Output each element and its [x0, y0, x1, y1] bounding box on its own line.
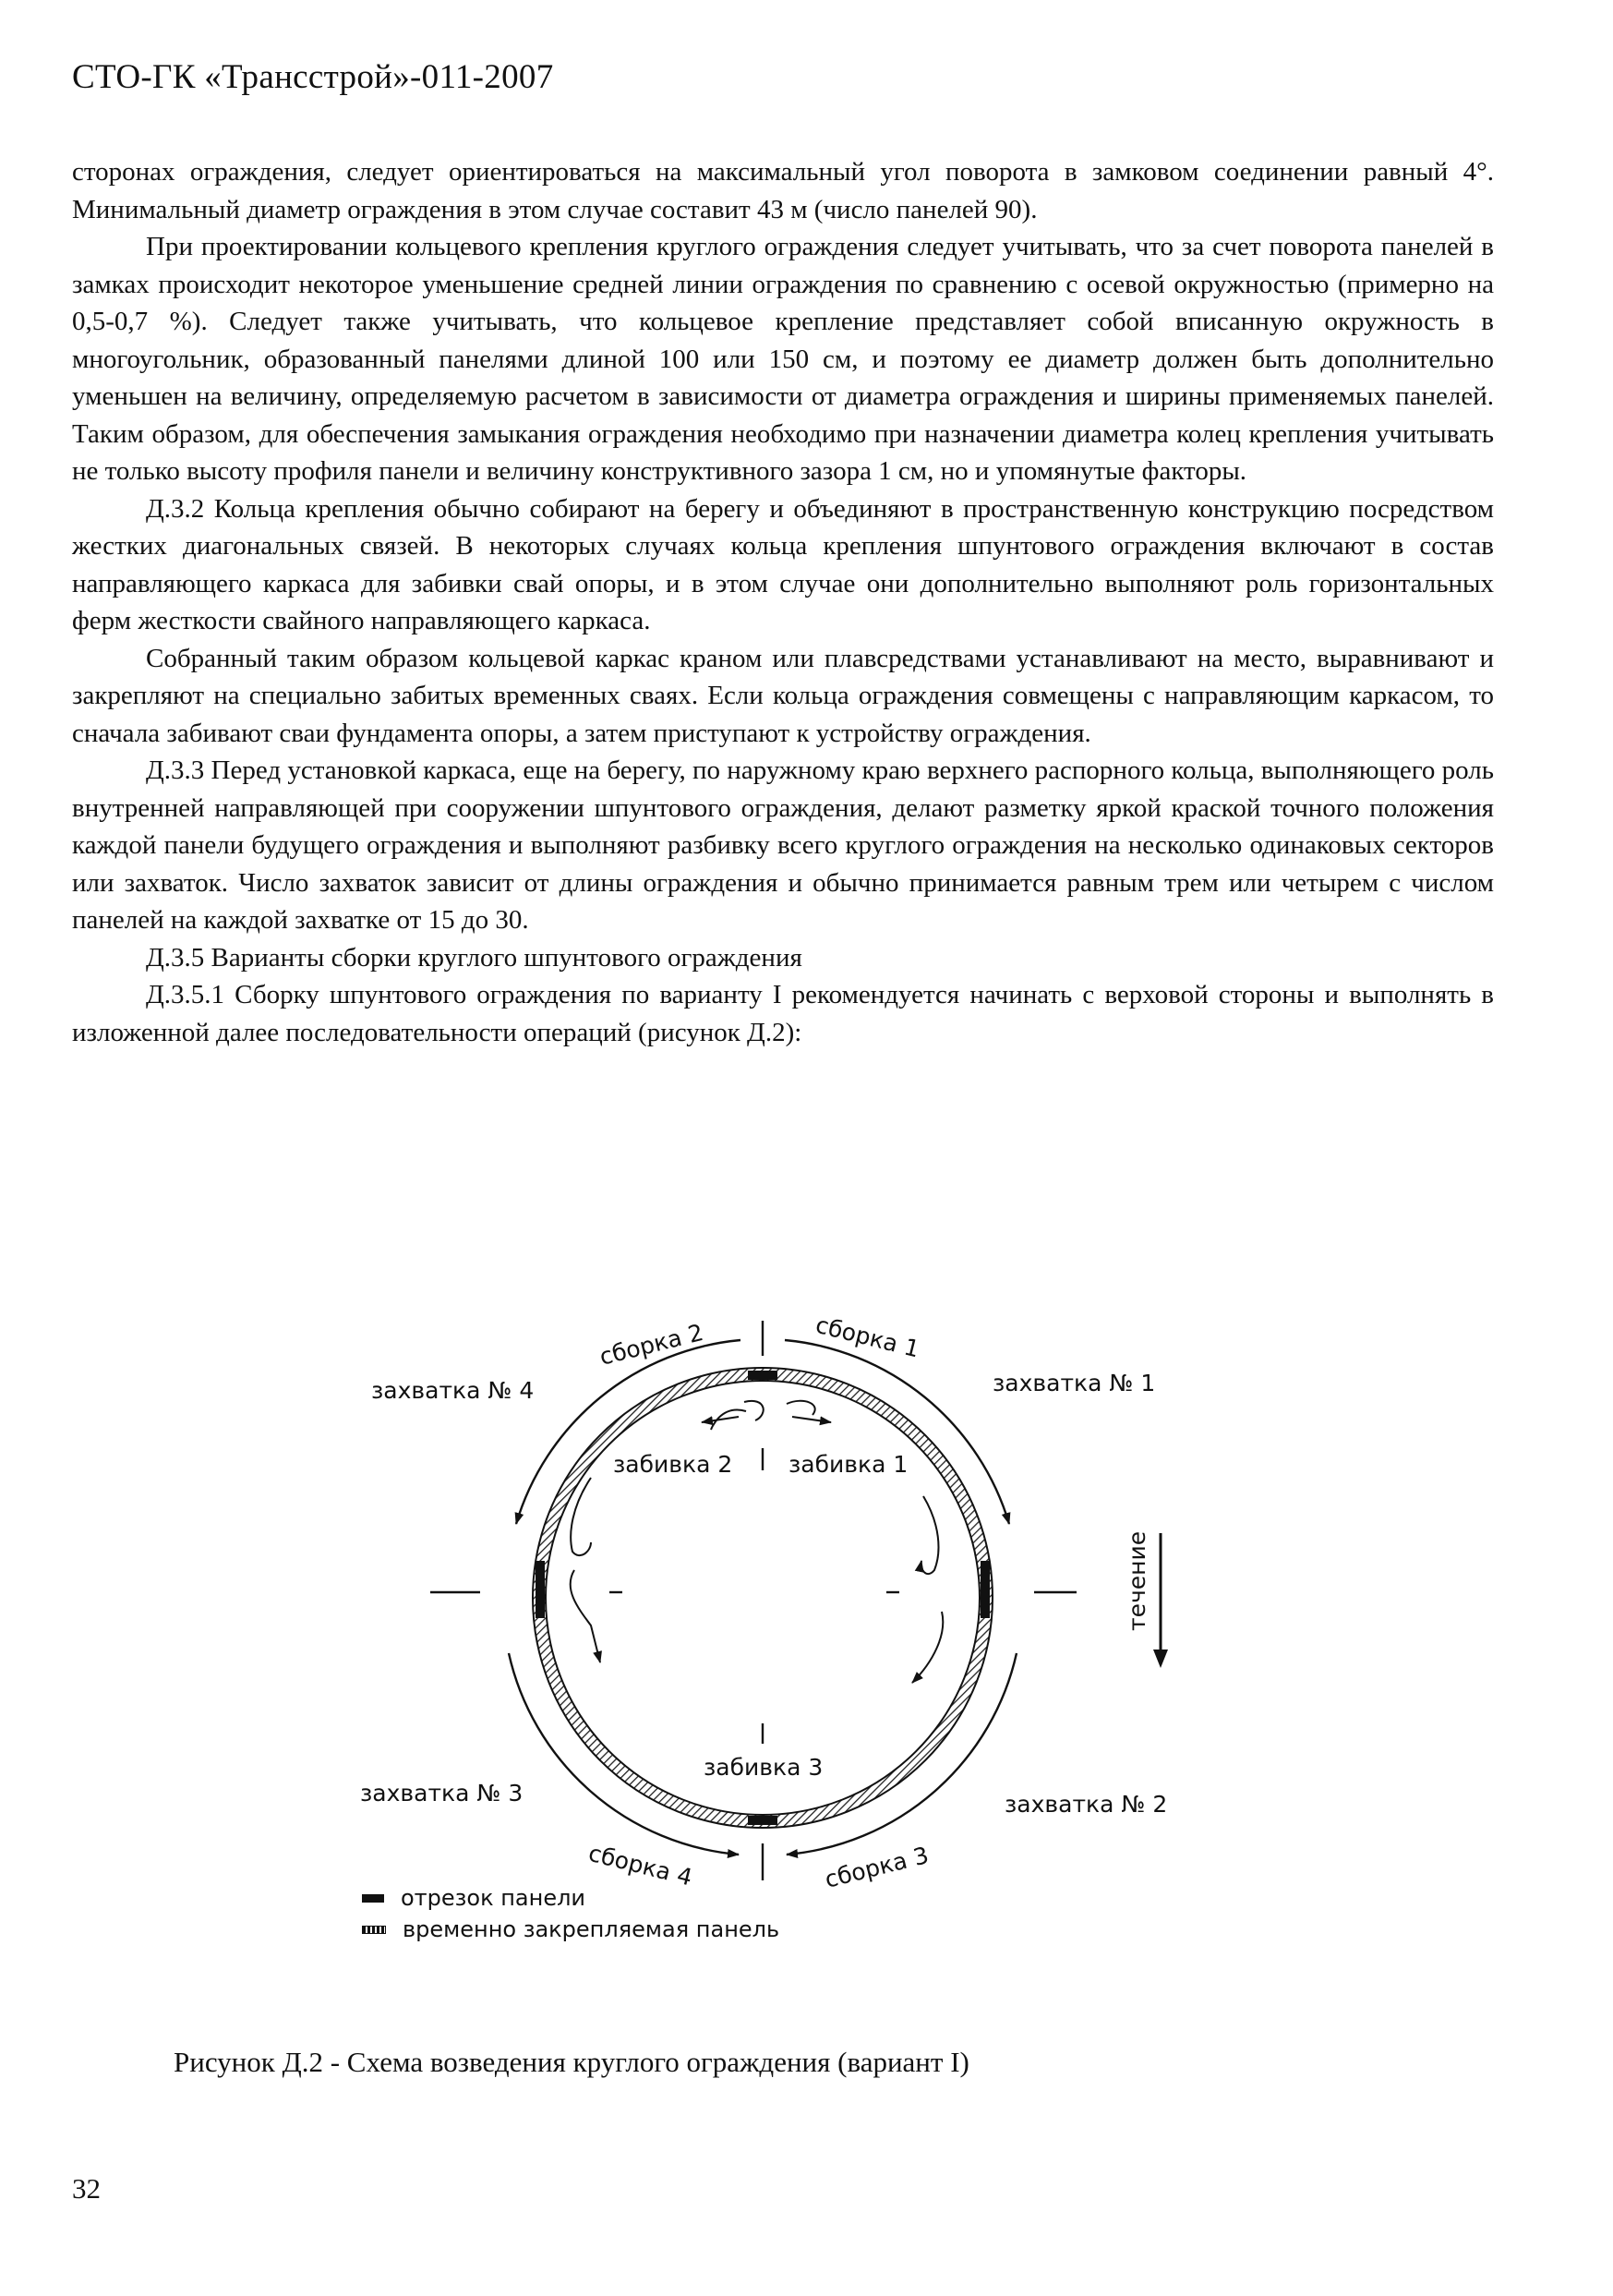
- zakhvatka-2-label: захватка № 2: [1005, 1791, 1168, 1818]
- document-body: [72, 153, 1494, 1051]
- sborka-3-label: сборка 3: [822, 1841, 932, 1893]
- legend-temporary-label: временно закрепляемая панель: [403, 1916, 780, 1942]
- flow-label: течение: [1124, 1530, 1150, 1631]
- paragraph-3: Д.3.2 Кольца крепления обычно собирают на берегу и объединяют в пространственную конструкцию посредством жестких диагональных связей. В некоторых случаях кольца крепления шпунтового ограждения включают в состав направляющего каркаса для забивки свай опоры, и в этом случае они дополнительно выполняют роль горизонтальных ферм жесткости свайного направляющего каркаса.: [72, 493, 1494, 635]
- zabivka-2-label: забивка 2: [613, 1451, 733, 1478]
- paragraph-5: Д.3.3 Перед установкой каркаса, еще на берегу, по наружному краю верхнего распорного кольца, выполняющего роль внутренней направляющей при сооружении шпунтового ограждения, делают разметку яркой краской точного положения каждой панели будущего ограждения и выполняют разбивку всего круглого ограждения на несколько одинаковых секторов или захваток. Число захваток зависит от длины ограждения и обычно принимается равным трем или четырем с числом панелей на каждой захватке от 15 до 30.: [72, 755, 1494, 935]
- paragraph-4: Собранный таким образом кольцевой каркас краном или плавсредствами устанавливают на место, выравнивают и закрепляют на специально забитых временных сваях. Если кольца ограждения совмещены с направляющим каркасом, то сначала забивают сваи фундамента опоры, а затем приступают к устройству ограждения.: [72, 643, 1494, 748]
- solid-panel-swatch-icon: [362, 1894, 384, 1903]
- paragraph-6: Д.3.5 Варианты сборки круглого шпунтового ограждения: [146, 942, 802, 973]
- hatched-panel-swatch-icon: [362, 1926, 386, 1934]
- sborka-4-label: сборка 4: [585, 1839, 695, 1891]
- zabivka-3-label: забивка 3: [704, 1754, 824, 1781]
- zabivka-1-label: забивка 1: [788, 1451, 909, 1478]
- figure-caption: Рисунок Д.2 - Схема возведения круглого ограждения (вариант I): [174, 2046, 969, 2078]
- legend-item-temporary: [362, 1914, 779, 1945]
- figure-d2: [332, 1302, 1265, 1967]
- zakhvatka-4-label: захватка № 4: [371, 1377, 535, 1404]
- page-number: 32: [72, 2172, 101, 2205]
- sborka-2-label: сборка 2: [596, 1318, 706, 1371]
- document-header: СТО-ГК «Трансстрой»-011-2007: [72, 58, 554, 96]
- sborka-1-label: сборка 1: [813, 1311, 922, 1363]
- zakhvatka-3-label: захватка № 3: [360, 1780, 524, 1807]
- paragraph-2: При проектировании кольцевого крепления круглого ограждения следует учитывать, что за счет поворота панелей в замках происходит некоторое уменьшение средней линии ограждения по сравнению с осевой окружностью (примерно на 0,5-0,7 %). Следует также учитывать, что кольцевое крепление представляет собой вписанную окружность в многоугольник, образованный панелями длиной 100 или 150 см, и поэтому ее диаметр должен быть дополнительно уменьшен на величину, определяемую расчетом в зависимости от диаметра ограждения и ширины применяемых панелей. Таким образом, для обеспечения замыкания ограждения необходимо при назначении диаметра колец крепления учитывать не только высоту профиля панели и величину конструктивного зазора 1 см, но и упомянутые факторы.: [72, 232, 1494, 486]
- paragraph-1: сторонах ограждения, следует ориентироваться на максимальный угол поворота в замковом соединении равный 4°. Минимальный диаметр ограждения в этом случае составит 43 м (число панелей 90).: [72, 157, 1494, 224]
- figure-legend: [362, 1882, 779, 1945]
- legend-segment-label: отрезок панели: [401, 1885, 586, 1911]
- zakhvatka-1-label: захватка № 1: [993, 1370, 1156, 1396]
- legend-item-segment: [362, 1882, 779, 1914]
- paragraph-7: Д.3.5.1 Сборку шпунтового ограждения по варианту I рекомендуется начинать с верховой стороны и выполнять в изложенной далее последовательности операций (рисунок Д.2):: [72, 980, 1494, 1047]
